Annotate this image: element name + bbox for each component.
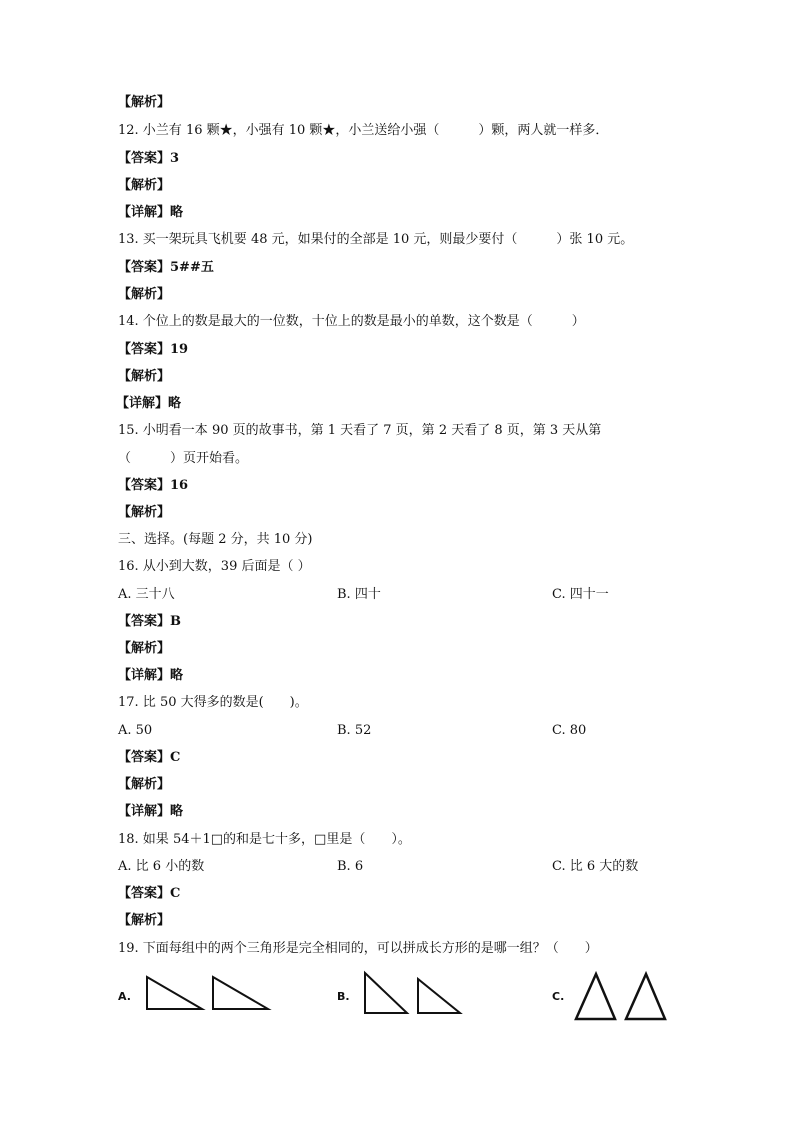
q19-option-c-label: C. bbox=[552, 990, 565, 1003]
answer-13: 【答案】5##五 bbox=[118, 260, 214, 275]
q19-option-c-triangles bbox=[572, 970, 672, 1024]
q17-option-c: C. 80 bbox=[552, 723, 587, 738]
detail-heading: 【详解】略 bbox=[118, 205, 184, 220]
q18-option-b: B. 6 bbox=[337, 859, 364, 874]
analysis-heading: 【解析】 bbox=[118, 913, 171, 928]
detail-heading: 【详解】略 bbox=[118, 668, 184, 683]
q19-option-a-label: A. bbox=[118, 990, 131, 1003]
q16-option-a: A. 三十八 bbox=[118, 587, 175, 602]
q16-option-c: C. 四十一 bbox=[552, 587, 609, 602]
detail-heading: 【详解】略 bbox=[118, 804, 184, 819]
answer-17: 【答案】C bbox=[118, 750, 181, 765]
answer-15: 【答案】16 bbox=[118, 478, 189, 493]
q17-option-a: A. 50 bbox=[118, 723, 153, 738]
question-17: 17. 比 50 大得多的数是( )。 bbox=[118, 695, 308, 710]
q19-option-b-triangles bbox=[360, 970, 465, 1018]
section-heading-choice: 三、选择。(每题 2 分，共 10 分) bbox=[118, 532, 313, 547]
question-15-continued: （ ）页开始看。 bbox=[118, 451, 249, 466]
question-15: 15. 小明看一本 90 页的故事书，第 1 天看了 7 页，第 2 天看了 8 页，第 3 天从第 bbox=[118, 423, 602, 438]
answer-18: 【答案】C bbox=[118, 886, 181, 901]
analysis-heading: 【解析】 bbox=[118, 505, 171, 520]
analysis-heading: 【解析】 bbox=[118, 369, 171, 384]
question-13: 13. 买一架玩具飞机要 48 元，如果付的全部是 10 元，则最少要付（ ）张 10 元。 bbox=[118, 232, 634, 247]
analysis-heading: 【解析】 bbox=[118, 287, 171, 302]
analysis-heading: 【解析】 bbox=[118, 777, 171, 792]
q18-option-a: A. 比 6 小的数 bbox=[118, 859, 205, 874]
analysis-heading: 【解析】 bbox=[118, 95, 171, 110]
answer-12: 【答案】3 bbox=[118, 151, 180, 166]
question-19: 19. 下面每组中的两个三角形是完全相同的，可以拼成长方形的是哪一组？（ ） bbox=[118, 941, 598, 956]
analysis-heading: 【解析】 bbox=[118, 178, 171, 193]
detail-heading: 【详解】略 bbox=[116, 396, 182, 411]
q16-option-b: B. 四十 bbox=[337, 587, 381, 602]
question-14: 14. 个位上的数是最大的一位数，十位上的数是最小的单数，这个数是（ ） bbox=[118, 314, 585, 329]
q17-option-b: B. 52 bbox=[337, 723, 372, 738]
q18-option-c: C. 比 6 大的数 bbox=[552, 859, 639, 874]
answer-16: 【答案】B bbox=[118, 614, 181, 629]
question-18: 18. 如果 54＋1□的和是七十多，□里是（ ）。 bbox=[118, 832, 411, 847]
analysis-heading: 【解析】 bbox=[118, 641, 171, 656]
question-16: 16. 从小到大数，39 后面是（ ） bbox=[118, 559, 311, 574]
q19-option-b-label: B. bbox=[337, 990, 350, 1003]
answer-14: 【答案】19 bbox=[118, 342, 189, 357]
q19-option-a-triangles bbox=[140, 974, 275, 1016]
question-12: 12. 小兰有 16 颗★，小强有 10 颗★，小兰送给小强（ ）颗，两人就一样多． bbox=[118, 123, 609, 138]
